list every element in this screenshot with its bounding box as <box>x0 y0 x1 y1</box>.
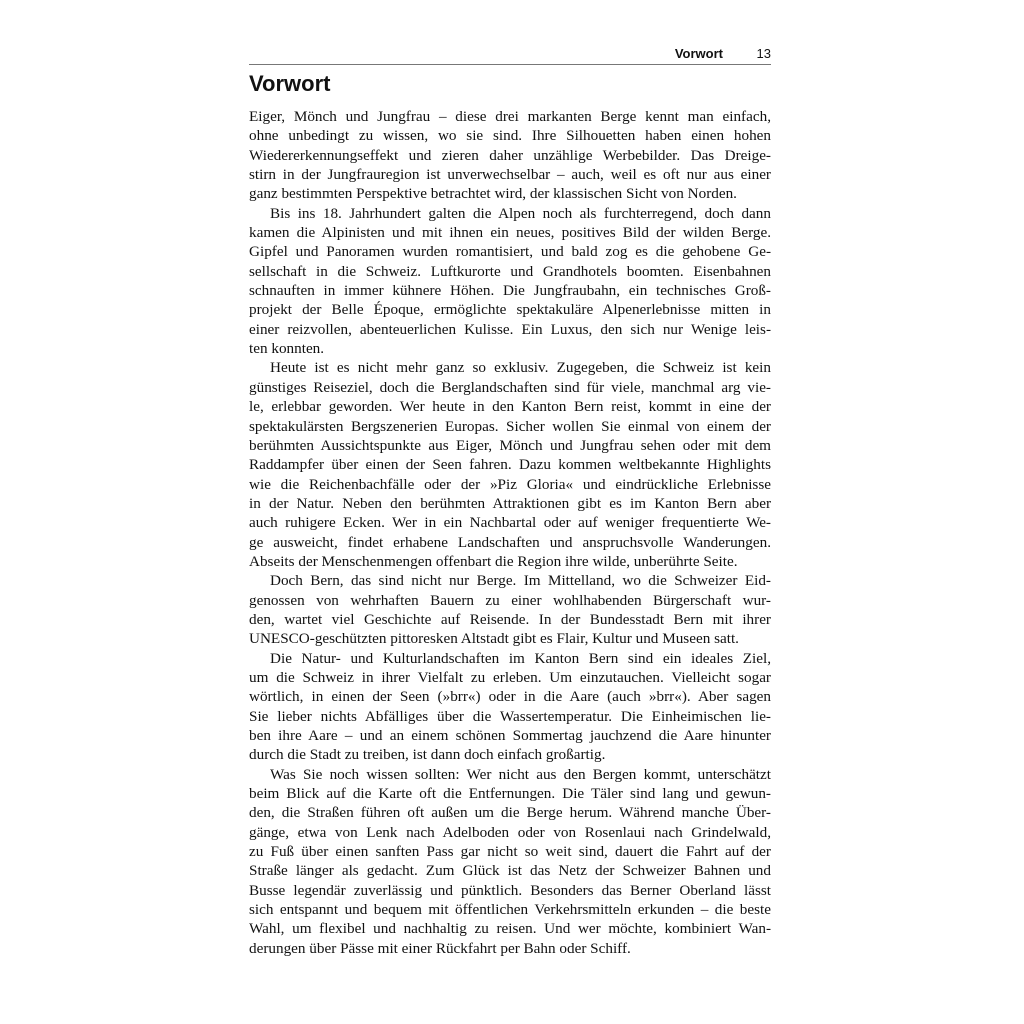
text-line: den, die Straßen führen oft außen um die Berge herum. Während manche Über- <box>249 804 771 822</box>
text-line: ten konnten. <box>249 340 325 358</box>
running-header <box>249 44 771 65</box>
text-line: Was Sie noch wissen sollten: Wer nicht aus den Bergen kommt, unterschätzt <box>270 765 771 783</box>
text-line: schnauften in immer kühnere Höhen. Die Jungfraubahn, ein technisches Groß- <box>249 282 771 300</box>
text-line: Abseits der Menschenmengen offenbart die Region ihre wilde, unberührte Seite. <box>249 552 738 570</box>
text-line: projekt der Belle Époque, ermöglichte spektakuläre Alpenerlebnisse mitten in <box>249 301 771 319</box>
text-line: stirn in der Jungfrauregion ist unverwechselbar – auch, weil es oft nur aus einer <box>249 166 771 184</box>
text-line: ben ihre Aare – und an einem schönen Sommertag jauchzend die Aare hinunter <box>249 727 771 744</box>
text-line: sich entspannt und bequem mit öffentlichen Verkehrsmitteln erkunden – die beste <box>249 901 771 919</box>
text-line: durch die Stadt zu treiben, ist dann doch einfach großartig. <box>249 746 606 764</box>
text-line: wörtlich, in einen der Seen (»brr«) oder in die Aare (auch »brr«). Aber sagen <box>249 688 771 706</box>
text-line: gänge, etwa von Lenk nach Adelboden oder von Rosenlaui nach Grindelwald, <box>249 823 771 841</box>
paragraph <box>249 358 771 571</box>
text-line: einer reizvollen, abenteuerlichen Kulisse. Ein Luxus, den sich nur Wenige leis- <box>249 320 771 338</box>
text-line: zu Fuß über einen sanften Pass gar nicht so weit sind, dauert die Fahrt auf der <box>249 843 771 861</box>
text-line: Straße länger als gedacht. Zum Glück ist das Netz der Schweizer Bahnen und <box>249 862 771 880</box>
text-line: auch ruhigere Ecken. Wer in ein Nachbartal oder auf weniger frequentierte We- <box>249 514 771 532</box>
text-line: Sie lieber nichts Abfälliges über die Wassertemperatur. Die Einheimischen lie- <box>249 707 771 725</box>
text-line: Heute ist es nicht mehr ganz so exklusiv. Zugegeben, die Schweiz ist kein <box>270 359 771 377</box>
text-line: den, wartet viel Geschichte auf Reisende. In der Bundesstadt Bern mit ihrer <box>249 610 771 628</box>
text-line: ganz bestimmten Perspektive betrachtet wird, der klassischen Sicht von Norden. <box>249 185 737 203</box>
text-line: Gipfel und Panoramen wurden romantisiert, und bald zog es die gehobene Ge- <box>249 243 771 261</box>
text-line: in der Natur. Neben den berühmten Attraktionen gibt es im Kanton Bern aber <box>249 494 771 512</box>
text-line: spektakulärsten Bergszenerien Europas. Sicher wollen Sie einmal von einem der <box>249 417 771 435</box>
paragraph <box>249 107 771 204</box>
text-line: günstiges Reiseziel, doch die Berglandschaften sind für viele, manchmal arg vie- <box>249 378 771 396</box>
paragraph <box>249 204 771 359</box>
text-line: sellschaft in die Schweiz. Luftkurorte und Grandhotels boomten. Eisenbahnen <box>249 262 771 280</box>
text-line: wie die Reichenbachfälle oder der »Piz Gloria« und eindrückliche Erlebnisse <box>249 475 771 493</box>
chapter-title: Vorwort <box>249 71 331 96</box>
text-line: Wahl, um flexibel und nachhaltig zu reisen. Und wer möchte, kombiniert Wan- <box>249 920 771 938</box>
text-line: le, erlebbar geworden. Wer heute in den Kanton Bern reist, kommt in eine der <box>249 398 771 416</box>
text-line: Die Natur- und Kulturlandschaften im Kanton Bern sind ein ideales Ziel, <box>270 649 771 667</box>
text-line: genossen von wehrhaften Bauern zu einer wohlhabenden Bürgerschaft wur- <box>249 591 771 609</box>
text-line: UNESCO-geschützten pittoresken Altstadt gibt es Flair, Kultur und Museen satt. <box>249 630 739 648</box>
text-line: Bis ins 18. Jahrhundert galten die Alpen noch als furchterregend, doch dann <box>270 204 771 222</box>
text-line: Busse legendär zuverlässig und pünktlich. Besonders das Berner Oberland lässt <box>249 881 771 899</box>
text-line: Wiedererkennungseffekt und zieren daher unzählige Werbebilder. Das Dreige- <box>249 146 771 164</box>
header-section-title: Vorwort <box>674 46 723 61</box>
text-line: ohne unbedingt zu wissen, wo sie sind. Ihre Silhouetten haben einen hohen <box>249 127 771 145</box>
paragraph <box>249 649 771 765</box>
text-line: Doch Bern, das sind nicht nur Berge. Im Mittelland, wo die Schweizer Eid- <box>270 572 771 590</box>
body-text <box>249 107 771 958</box>
text-line: kamen die Alpinisten und mit ihnen ein neues, positives Bild der wilden Berge. <box>249 224 771 242</box>
paragraph <box>249 765 771 958</box>
text-line: um die Schweiz in ihrer Vielfalt zu erleben. Um einzutauchen. Vielleicht sogar <box>249 668 771 686</box>
page-number: 13 <box>756 46 771 61</box>
text-line: Raddampfer über einen der Seen fahren. Dazu kommen weltbekannte Highlights <box>249 456 771 474</box>
text-line: Eiger, Mönch und Jungfrau – diese drei markanten Berge kennt man einfach, <box>249 108 771 125</box>
text-line: ge ausweicht, findet erhabene Landschaften und anspruchsvolle Wanderungen. <box>249 533 771 551</box>
paragraph <box>249 571 771 648</box>
text-line: derungen über Pässe mit einer Rückfahrt per Bahn oder Schiff. <box>249 939 631 957</box>
text-line: berühmten Aussichtspunkte aus Eiger, Mönch und Jungfrau sehen oder mit dem <box>249 436 771 454</box>
text-line: beim Blick auf die Karte oft die Entfernungen. Die Täler sind lang und gewun- <box>249 785 771 803</box>
